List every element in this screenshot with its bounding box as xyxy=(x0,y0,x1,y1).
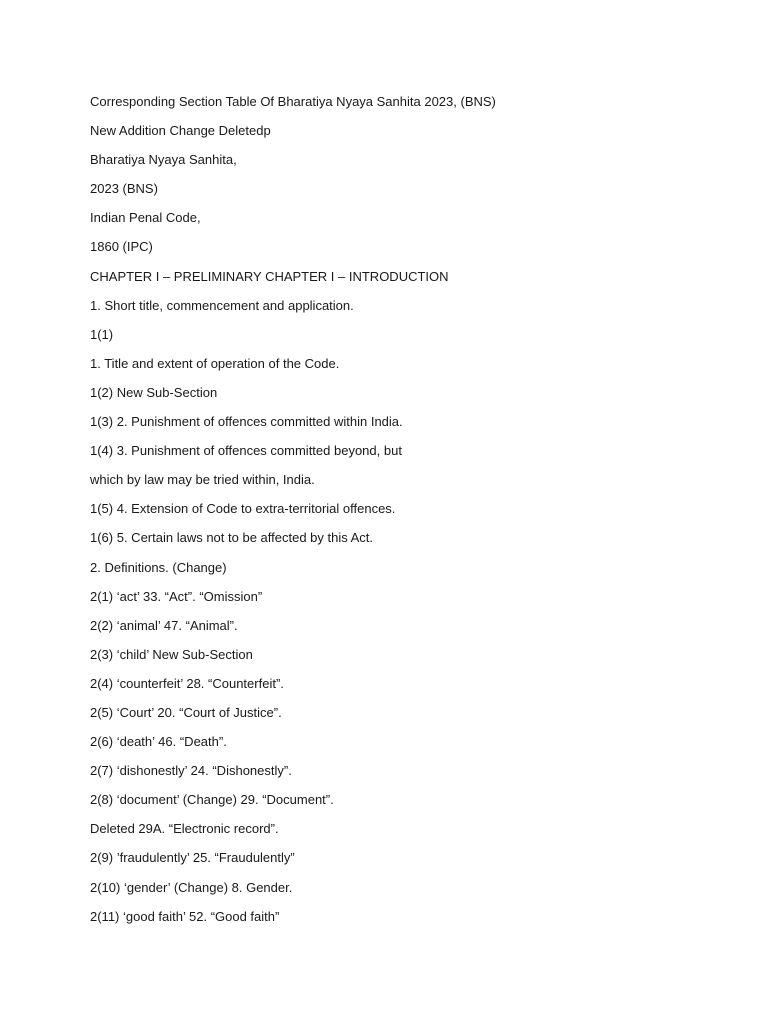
text-line: 1(5) 4. Extension of Code to extra-territorial offences. xyxy=(90,501,396,517)
legend-line: New Addition Change Deletedp xyxy=(90,123,271,139)
text-line: 1(1) xyxy=(90,326,114,342)
text-line: 1(6) 5. Certain laws not to be affected by this Act. xyxy=(90,530,374,546)
text-line: 2(2) ‘animal’ 47. “Animal”. xyxy=(90,617,238,633)
document-title: Corresponding Section Table Of Bharatiya Nyaya Sanhita 2023, (BNS) xyxy=(90,94,496,109)
text-line: Deleted 29A. “Electronic record”. xyxy=(90,821,279,837)
text-line: 2023 (BNS) xyxy=(90,181,158,197)
text-line: 2(5) ‘Court’ 20. “Court of Justice”. xyxy=(90,704,282,720)
text-line: 2(3) ‘child’ New Sub-Section xyxy=(90,646,253,662)
section-heading: 2. Definitions. (Change) xyxy=(90,559,227,575)
document-body xyxy=(90,93,730,937)
text-line: 2(1) ‘act’ 33. “Act”. “Omission” xyxy=(90,588,263,604)
text-line: 2(4) ‘counterfeit’ 28. “Counterfeit”. xyxy=(90,675,284,691)
text-line: 2(9) ’fraudulently’ 25. “Fraudulently” xyxy=(90,850,295,866)
text-line: 1(4) 3. Punishment of offences committed beyond, but xyxy=(90,443,402,459)
text-line: 2(8) ‘document’ (Change) 29. “Document”. xyxy=(90,792,334,808)
text-line: 2(10) ‘gender’ (Change) 8. Gender. xyxy=(90,879,293,895)
text-line: 1(2) New Sub-Section xyxy=(90,384,218,400)
text-line: 1860 (IPC) xyxy=(90,239,153,255)
chapter-heading: CHAPTER I – PRELIMINARY CHAPTER I – INTRODUCTION xyxy=(90,268,449,284)
text-line: 2(6) ‘death’ 46. “Death”. xyxy=(90,734,227,750)
text-line: Bharatiya Nyaya Sanhita, xyxy=(90,152,237,168)
text-line: 1. Title and extent of operation of the Code. xyxy=(90,355,340,371)
text-line: 1(3) 2. Punishment of offences committed within India. xyxy=(90,414,403,430)
text-line: 2(7) ‘dishonestly’ 24. “Dishonestly”. xyxy=(90,763,292,779)
text-line: which by law may be tried within, India. xyxy=(90,472,315,488)
text-line: Indian Penal Code, xyxy=(90,210,201,226)
text-line: 1. Short title, commencement and application. xyxy=(90,297,354,313)
text-line: 2(11) ‘good faith’ 52. “Good faith” xyxy=(90,908,280,924)
